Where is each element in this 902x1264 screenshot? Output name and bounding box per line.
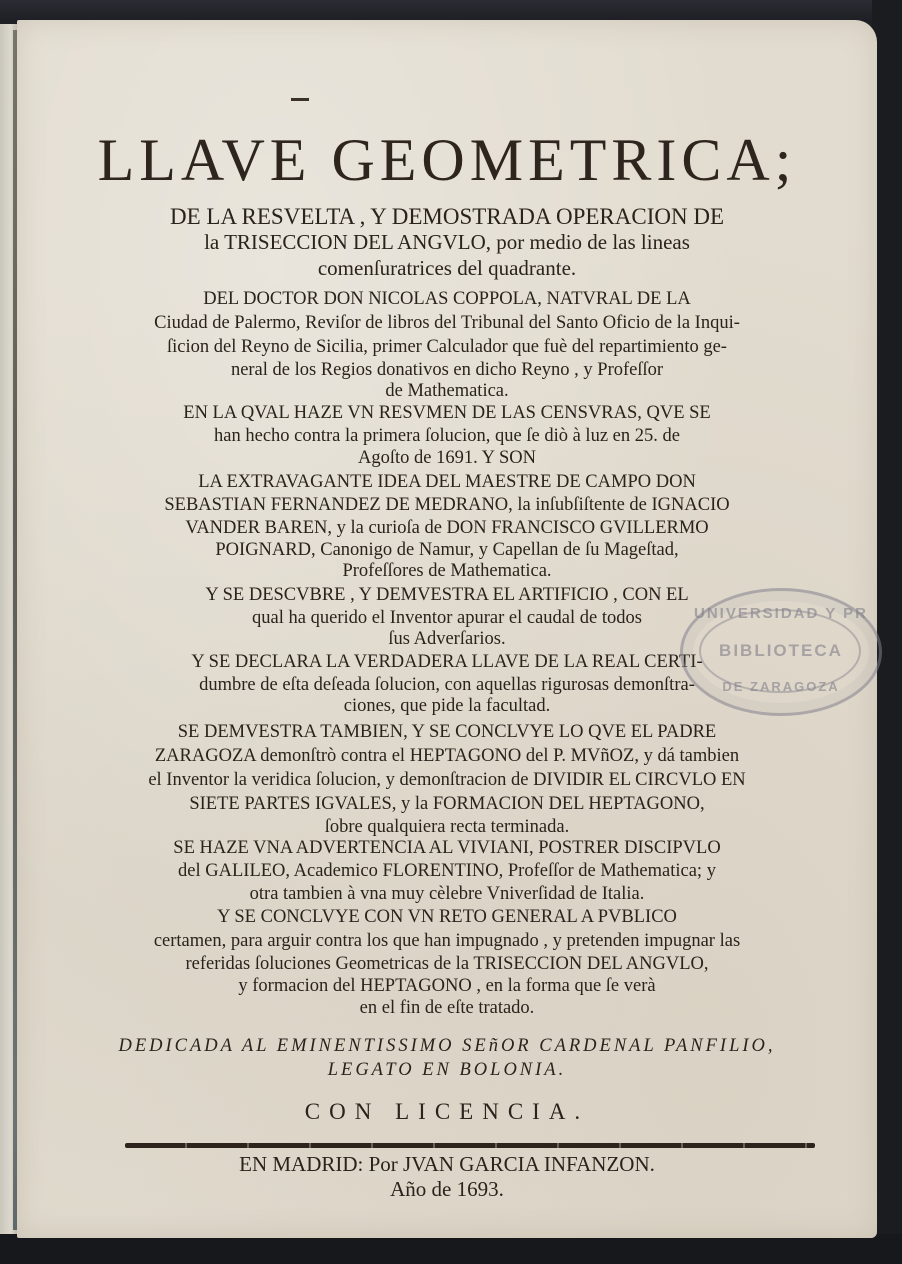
author-line: ſicion del Reyno de Sicilia, primer Calculador que fuè del repartimiento ge-: [167, 337, 727, 357]
subtitle-line: comenſuratrices del quadrante.: [317, 256, 577, 280]
heptagono-line: ſobre qualquiera recta terminada.: [324, 817, 570, 837]
author-line: de Mathematica.: [385, 381, 509, 401]
reto-line: y formacion del HEPTAGONO , en la forma que ſe verà: [238, 976, 656, 996]
censuras-line: Agoſto de 1691. Y SON: [358, 448, 536, 468]
reto-line: certamen, para arguir contra los que han impugnado , y pretenden impugnar las: [153, 931, 741, 951]
stamp-top-text: UNIVERSIDAD Y PR: [694, 605, 868, 622]
llave-line: dumbre de eſta deſeada ſolucion, con aquellas rigurosas demonſtra-: [199, 675, 695, 695]
book-board-bottom: [0, 1234, 902, 1264]
adversaries-line: POIGNARD, Canonigo de Namur, y Capellan de ſu Mageſtad,: [215, 540, 679, 560]
title-page: [17, 20, 877, 1238]
viviani-line: del GALILEO, Academico FLORENTINO, Profeſſor de Mathematica; y: [178, 861, 716, 881]
artificio-line: qual ha querido el Inventor apurar el caudal de todos: [252, 608, 642, 628]
llave-line: Y SE DECLARA LA VERDADERA LLAVE DE LA REAL CERTI-: [191, 652, 703, 672]
censuras-line: han hecho contra la primera ſolucion, que ſe diò à luz en 25. de: [214, 426, 680, 446]
reto-line: referidas ſoluciones Geometricas de la TRISECCION DEL ANGVLO,: [185, 954, 709, 974]
reto-line: en el fin de eſte tratado.: [359, 998, 535, 1018]
subtitle-line: la TRISECCION DEL ANGVLO, por medio de las lineas: [204, 230, 690, 254]
licence-line: CON LICENCIA.: [304, 1099, 590, 1124]
adversaries-line: VANDER BAREN, y la curioſa de DON FRANCISCO GVILLERMO: [185, 518, 709, 538]
book-title: LLAVE GEOMETRICA;: [97, 127, 797, 193]
adversaries-line: LA EXTRAVAGANTE IDEA DEL MAESTRE DE CAMPO DON: [198, 472, 696, 492]
reto-line: Y SE CONCLVYE CON VN RETO GENERAL A PVBLICO: [217, 907, 677, 927]
adversaries-line: SEBASTIAN FERNANDEZ DE MEDRANO, la inſubſiſtente de IGNACIO: [164, 495, 730, 515]
heptagono-line: ZARAGOZA demonſtrò contra el HEPTAGONO del P. MVñOZ, y dá tambien: [154, 746, 740, 766]
heptagono-line: SIETE PARTES IGVALES, y la FORMACION DEL HEPTAGONO,: [189, 794, 705, 814]
library-stamp: [680, 588, 882, 716]
book-board-top: [0, 0, 902, 22]
dedication-line: LEGATO EN BOLONIA.: [327, 1060, 567, 1080]
author-line: DEL DOCTOR DON NICOLAS COPPOLA, NATVRAL DE LA: [203, 289, 691, 309]
artificio-line: ſus Adverſarios.: [388, 629, 506, 649]
viviani-line: SE HAZE VNA ADVERTENCIA AL VIVIANI, POSTRER DISCIPVLO: [173, 838, 721, 858]
subtitle-line: DE LA RESVELTA , Y DEMOSTRADA OPERACION DE: [169, 204, 725, 229]
ornament-dash: [291, 98, 309, 101]
imprint-year: Año de 1693.: [390, 1177, 504, 1201]
heptagono-line: SE DEMVESTRA TAMBIEN, Y SE CONCLVYE LO QVE EL PADRE: [177, 722, 717, 742]
dedication-line: DEDICADA AL EMINENTISSIMO SEñOR CARDENAL PANFILIO,: [118, 1036, 776, 1056]
stamp-bottom-text: DE ZARAGOZA: [722, 679, 840, 694]
stamp-middle-text: BIBLIOTECA: [719, 641, 843, 660]
author-line: neral de los Regios donativos en dicho Reyno , y Profeſſor: [230, 360, 664, 380]
llave-line: ciones, que pide la facultad.: [343, 696, 551, 716]
artificio-line: Y SE DESCVBRE , Y DEMVESTRA EL ARTIFICIO , CON EL: [205, 585, 689, 605]
heptagono-line: el Inventor la veridica ſolucion, y demonſtracion de DIVIDIR EL CIRCVLO EN: [148, 770, 746, 790]
horizontal-rule: [125, 1143, 815, 1148]
imprint-line: EN MADRID: Por JVAN GARCIA INFANZON.: [239, 1152, 655, 1176]
adversaries-line: Profeſſores de Mathematica.: [342, 561, 552, 581]
author-line: Ciudad de Palermo, Reviſor de libros del Tribunal del Santo Oficio de la Inqui-: [154, 313, 740, 333]
censuras-line: EN LA QVAL HAZE VN RESVMEN DE LAS CENSVRAS, QVE SE: [183, 403, 711, 423]
viviani-line: otra tambien à vna muy cèlebre Vniverſidad de Italia.: [249, 884, 645, 904]
